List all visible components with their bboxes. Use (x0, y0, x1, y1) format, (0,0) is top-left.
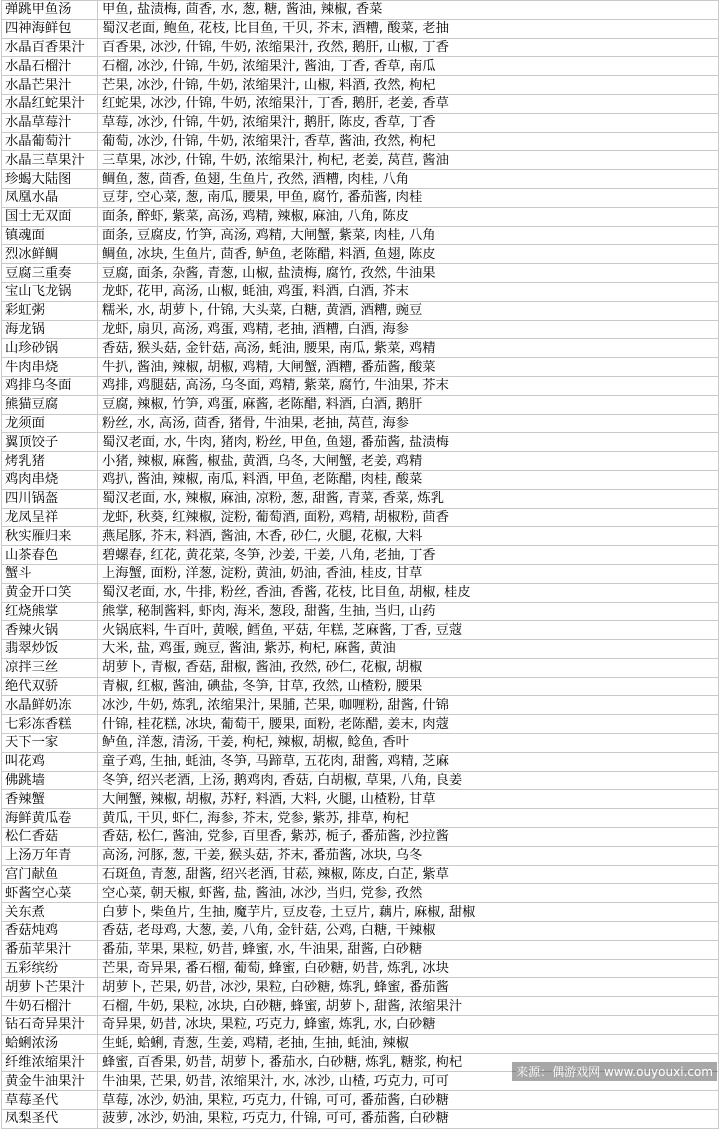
recipe-ingredients-cell: 鸡扒, 酱油, 辣椒, 南瓜, 料酒, 甲鱼, 老陈醋, 肉桂, 酸菜 (98, 470, 719, 489)
recipe-ingredients-cell: 碧螺春, 红花, 黄花菜, 冬笋, 沙姜, 干姜, 八角, 老抽, 丁香 (98, 546, 719, 565)
recipe-ingredients-cell: 粉丝, 水, 高汤, 茴香, 猪骨, 牛油果, 老抽, 莴苣, 海参 (98, 414, 719, 433)
recipe-name-cell: 水晶草莓汁 (2, 113, 98, 132)
recipe-ingredients-cell: 香菇, 猴头菇, 金针菇, 高汤, 蚝油, 腰果, 南瓜, 紫菜, 鸡精 (98, 339, 719, 358)
recipe-ingredients-cell: 甲鱼, 盐渍梅, 茴香, 水, 葱, 糖, 酱油, 辣椒, 香菜 (98, 1, 719, 20)
recipe-row (2, 771, 719, 790)
recipe-row (2, 226, 719, 245)
recipe-row (2, 452, 719, 471)
recipe-name-cell: 翼顶饺子 (2, 433, 98, 452)
recipe-name-cell: 七彩冻香糕 (2, 715, 98, 734)
recipe-row (2, 1, 719, 20)
watermark: 来源：偶游戏网 www.ouyouxi.com (512, 1062, 717, 1081)
recipe-ingredients-cell: 鲈鱼, 洋葱, 清汤, 干姜, 枸杞, 辣椒, 胡椒, 鲶鱼, 香叶 (98, 734, 719, 753)
recipe-name-cell: 天下一家 (2, 734, 98, 753)
recipe-row (2, 1091, 719, 1110)
recipe-name-cell: 香菇炖鸡 (2, 922, 98, 941)
recipe-ingredients-cell: 龙虾, 花甲, 高汤, 山椒, 蚝油, 鸡蛋, 料酒, 白酒, 芥末 (98, 282, 719, 301)
recipe-ingredients-cell: 白萝卜, 柴鱼片, 生抽, 魔芋片, 豆皮卷, 土豆片, 藕片, 麻椒, 甜椒 (98, 903, 719, 922)
recipe-ingredients-cell: 胡萝卜, 芒果, 奶昔, 冰沙, 果粒, 白砂糖, 炼乳, 蜂蜜, 番茄酱 (98, 978, 719, 997)
recipe-name-cell: 龙凤呈祥 (2, 508, 98, 527)
recipe-name-cell: 钻石奇异果汁 (2, 1016, 98, 1035)
recipe-ingredients-cell: 蜀汉老面, 水, 辣椒, 麻油, 凉粉, 葱, 甜酱, 青菜, 香菜, 炼乳 (98, 489, 719, 508)
recipe-row (2, 527, 719, 546)
recipe-row (2, 57, 719, 76)
recipe-row (2, 828, 719, 847)
recipe-row (2, 132, 719, 151)
recipe-name-cell: 彩虹粥 (2, 301, 98, 320)
recipe-name-cell: 山茶春色 (2, 546, 98, 565)
recipe-table (1, 0, 719, 1129)
recipe-row (2, 658, 719, 677)
recipe-name-cell: 海鲜黄瓜卷 (2, 809, 98, 828)
recipe-ingredients-cell: 小猪, 辣椒, 麻酱, 椒盐, 黄酒, 乌冬, 大闸蟹, 老姜, 鸡精 (98, 452, 719, 471)
recipe-ingredients-cell: 面条, 醉虾, 紫菜, 高汤, 鸡精, 辣椒, 麻油, 八角, 陈皮 (98, 207, 719, 226)
recipe-name-cell: 叫花鸡 (2, 752, 98, 771)
recipe-ingredients-cell: 蜀汉老面, 水, 牛肉, 猪肉, 粉丝, 甲鱼, 鱼翅, 番茄酱, 盐渍梅 (98, 433, 719, 452)
recipe-row (2, 865, 719, 884)
recipe-name-cell: 镇魂面 (2, 226, 98, 245)
recipe-row (2, 376, 719, 395)
recipe-row (2, 621, 719, 640)
recipe-name-cell: 番茄苹果汁 (2, 940, 98, 959)
recipe-row (2, 1034, 719, 1053)
recipe-ingredients-cell: 香菇, 老母鸡, 大葱, 姜, 八角, 金针菇, 公鸡, 白糖, 干辣椒 (98, 922, 719, 941)
recipe-name-cell: 国士无双面 (2, 207, 98, 226)
recipe-name-cell: 水晶鲜奶冻 (2, 696, 98, 715)
recipe-ingredients-cell: 葡萄, 冰沙, 什锦, 牛奶, 浓缩果汁, 香草, 酱油, 孜然, 枸杞 (98, 132, 719, 151)
recipe-name-cell: 水晶葡萄汁 (2, 132, 98, 151)
recipe-row (2, 809, 719, 828)
recipe-ingredients-cell: 糯米, 水, 胡萝卜, 什锦, 大头菜, 白糖, 黄酒, 酒糟, 豌豆 (98, 301, 719, 320)
recipe-name-cell: 山珍砂锅 (2, 339, 98, 358)
recipe-name-cell: 凤梨圣代 (2, 1110, 98, 1129)
recipe-name-cell: 鸡肉串烧 (2, 470, 98, 489)
recipe-row (2, 433, 719, 452)
recipe-ingredients-cell: 冬笋, 绍兴老酒, 上汤, 鹅鸡肉, 香菇, 白胡椒, 草果, 八角, 良姜 (98, 771, 719, 790)
recipe-row (2, 38, 719, 57)
recipe-name-cell: 香辣蟹 (2, 790, 98, 809)
recipe-ingredients-cell: 胡萝卜, 青椒, 香菇, 甜椒, 酱油, 孜然, 砂仁, 花椒, 胡椒 (98, 658, 719, 677)
recipe-row (2, 602, 719, 621)
recipe-ingredients-cell: 大米, 盐, 鸡蛋, 豌豆, 酱油, 紫苏, 枸杞, 麻酱, 黄油 (98, 640, 719, 659)
recipe-row (2, 546, 719, 565)
recipe-ingredients-cell: 鲷鱼, 冰块, 生鱼片, 茴香, 鲈鱼, 老陈醋, 料酒, 鱼翅, 陈皮 (98, 245, 719, 264)
recipe-name-cell: 胡萝卜芒果汁 (2, 978, 98, 997)
recipe-name-cell: 五彩缤纷 (2, 959, 98, 978)
recipe-name-cell: 凉拌三丝 (2, 658, 98, 677)
recipe-row (2, 264, 719, 283)
recipe-ingredients-cell: 龙虾, 扇贝, 高汤, 鸡蛋, 鸡精, 老抽, 酒糟, 白酒, 海参 (98, 320, 719, 339)
recipe-row (2, 170, 719, 189)
recipe-name-cell: 水晶芒果汁 (2, 76, 98, 95)
recipe-row (2, 282, 719, 301)
recipe-name-cell: 秋实雁归来 (2, 527, 98, 546)
recipe-ingredients-cell: 草莓, 冰沙, 奶油, 果粒, 巧克力, 什锦, 可可, 番茄酱, 白砂糖 (98, 1091, 719, 1110)
recipe-ingredients-cell: 蜀汉老面, 鲍鱼, 花枝, 比目鱼, 干贝, 芥末, 酒糟, 酸菜, 老抽 (98, 19, 719, 38)
recipe-ingredients-cell: 红蛇果, 冰沙, 什锦, 牛奶, 浓缩果汁, 丁香, 鹅肝, 老姜, 香草 (98, 94, 719, 113)
recipe-ingredients-cell: 草莓, 冰沙, 什锦, 牛奶, 浓缩果汁, 鹅肝, 陈皮, 香草, 丁香 (98, 113, 719, 132)
recipe-row (2, 470, 719, 489)
recipe-ingredients-cell: 面条, 豆腐皮, 竹笋, 高汤, 鸡精, 大闸蟹, 紫菜, 肉桂, 八角 (98, 226, 719, 245)
recipe-row (2, 640, 719, 659)
recipe-row (2, 188, 719, 207)
recipe-row (2, 997, 719, 1016)
recipe-name-cell: 牛肉串烧 (2, 358, 98, 377)
recipe-row (2, 207, 719, 226)
recipe-name-cell: 翡翠炒饭 (2, 640, 98, 659)
recipe-ingredients-cell: 百香果, 冰沙, 什锦, 牛奶, 浓缩果汁, 孜然, 鹅肝, 山椒, 丁香 (98, 38, 719, 57)
recipe-name-cell: 纤维浓缩果汁 (2, 1053, 98, 1072)
recipe-name-cell: 松仁香菇 (2, 828, 98, 847)
recipe-name-cell: 虾酱空心菜 (2, 884, 98, 903)
recipe-name-cell: 黄金牛油果汁 (2, 1072, 98, 1091)
recipe-name-cell: 四川锅盔 (2, 489, 98, 508)
recipe-ingredients-cell: 奇异果, 奶昔, 冰块, 果粒, 巧克力, 蜂蜜, 炼乳, 水, 白砂糖 (98, 1016, 719, 1035)
recipe-name-cell: 水晶百香果汁 (2, 38, 98, 57)
recipe-name-cell: 上汤万年青 (2, 846, 98, 865)
recipe-row (2, 959, 719, 978)
recipe-ingredients-cell: 龙虾, 秋葵, 红辣椒, 淀粉, 葡萄酒, 面粉, 鸡精, 胡椒粉, 茴香 (98, 508, 719, 527)
recipe-name-cell: 弹跳甲鱼汤 (2, 1, 98, 20)
recipe-name-cell: 绝代双骄 (2, 677, 98, 696)
recipe-row (2, 339, 719, 358)
recipe-ingredients-cell: 空心菜, 朝天椒, 虾酱, 盐, 酱油, 冰沙, 当归, 党参, 孜然 (98, 884, 719, 903)
recipe-ingredients-cell: 三草果, 冰沙, 什锦, 牛奶, 浓缩果汁, 枸杞, 老姜, 莴苣, 酱油 (98, 151, 719, 170)
recipe-row (2, 696, 719, 715)
recipe-row (2, 734, 719, 753)
recipe-name-cell: 烈冰鲜鲷 (2, 245, 98, 264)
recipe-ingredients-cell: 豆腐, 面条, 杂酱, 青葱, 山椒, 盐渍梅, 腐竹, 孜然, 牛油果 (98, 264, 719, 283)
recipe-row (2, 358, 719, 377)
recipe-ingredients-cell: 芒果, 奇异果, 番石榴, 葡萄, 蜂蜜, 白砂糖, 奶昔, 炼乳, 冰块 (98, 959, 719, 978)
recipe-ingredients-cell: 番茄, 苹果, 果粒, 奶昔, 蜂蜜, 水, 牛油果, 甜酱, 白砂糖 (98, 940, 719, 959)
recipe-ingredients-cell: 青椒, 红椒, 酱油, 碘盐, 冬笋, 甘草, 孜然, 山楂粉, 腰果 (98, 677, 719, 696)
recipe-ingredients-cell: 牛扒, 酱油, 辣椒, 胡椒, 鸡精, 大闸蟹, 酒糟, 番茄酱, 酸菜 (98, 358, 719, 377)
recipe-name-cell: 香辣火锅 (2, 621, 98, 640)
recipe-row (2, 752, 719, 771)
recipe-ingredients-cell: 蜀汉老面, 水, 牛排, 粉丝, 香油, 香酱, 花枝, 比目鱼, 胡椒, 桂皮 (98, 583, 719, 602)
recipe-name-cell: 佛跳墙 (2, 771, 98, 790)
recipe-ingredients-cell: 黄瓜, 干贝, 虾仁, 海参, 芥末, 党参, 紫苏, 排草, 枸杞 (98, 809, 719, 828)
recipe-row (2, 489, 719, 508)
recipe-row (2, 301, 719, 320)
recipe-ingredients-cell: 石榴, 冰沙, 什锦, 牛奶, 浓缩果汁, 酱油, 丁香, 香草, 南瓜 (98, 57, 719, 76)
recipe-row (2, 978, 719, 997)
recipe-ingredients-cell: 鲷鱼, 葱, 茴香, 鱼翅, 生鱼片, 孜然, 酒糟, 肉桂, 八角 (98, 170, 719, 189)
recipe-row (2, 715, 719, 734)
recipe-ingredients-cell: 芒果, 冰沙, 什锦, 牛奶, 浓缩果汁, 山椒, 料酒, 孜然, 枸杞 (98, 76, 719, 95)
recipe-name-cell: 关东煮 (2, 903, 98, 922)
recipe-row (2, 19, 719, 38)
recipe-row (2, 508, 719, 527)
recipe-name-cell: 豆腐三重奏 (2, 264, 98, 283)
recipe-ingredients-cell: 生蚝, 蛤蜊, 青葱, 生姜, 鸡精, 老抽, 生抽, 蚝油, 辣椒 (98, 1034, 719, 1053)
recipe-name-cell: 鸡排乌冬面 (2, 376, 98, 395)
recipe-name-cell: 龙须面 (2, 414, 98, 433)
recipe-name-cell: 蟹斗 (2, 564, 98, 583)
recipe-ingredients-cell: 菠萝, 冰沙, 奶油, 果粒, 巧克力, 什锦, 可可, 番茄酱, 白砂糖 (98, 1110, 719, 1129)
recipe-ingredients-cell: 豆腐, 辣椒, 竹笋, 鸡蛋, 麻酱, 老陈醋, 料酒, 白酒, 鹅肝 (98, 395, 719, 414)
recipe-row (2, 94, 719, 113)
recipe-ingredients-cell: 什锦, 桂花糕, 冰块, 葡萄干, 腰果, 面粉, 老陈醋, 姜末, 肉蔻 (98, 715, 719, 734)
recipe-ingredients-cell: 童子鸡, 生抽, 蚝油, 冬笋, 马蹄草, 五花肉, 甜酱, 鸡精, 芝麻 (98, 752, 719, 771)
recipe-row (2, 1016, 719, 1035)
recipe-ingredients-cell: 石斑鱼, 青葱, 甜酱, 绍兴老酒, 甘菘, 辣椒, 陈皮, 白芷, 紫草 (98, 865, 719, 884)
recipe-name-cell: 蛤蜊浓汤 (2, 1034, 98, 1053)
recipe-name-cell: 牛奶石榴汁 (2, 997, 98, 1016)
recipe-ingredients-cell: 高汤, 河豚, 葱, 干姜, 猴头菇, 芥末, 番茄酱, 冰块, 乌冬 (98, 846, 719, 865)
recipe-name-cell: 红烧熊掌 (2, 602, 98, 621)
recipe-table-body (2, 1, 719, 1129)
recipe-ingredients-cell: 石榴, 牛奶, 果粒, 冰块, 白砂糖, 蜂蜜, 胡萝卜, 甜酱, 浓缩果汁 (98, 997, 719, 1016)
recipe-row (2, 564, 719, 583)
recipe-name-cell: 熊猫豆腐 (2, 395, 98, 414)
recipe-row (2, 395, 719, 414)
recipe-ingredients-cell: 冰沙, 牛奶, 炼乳, 浓缩果汁, 果脯, 芒果, 咖喱粉, 甜酱, 什锦 (98, 696, 719, 715)
recipe-name-cell: 宝山飞龙锅 (2, 282, 98, 301)
recipe-ingredients-cell: 鸡排, 鸡腿菇, 高汤, 乌冬面, 鸡精, 紫菜, 腐竹, 牛油果, 芥末 (98, 376, 719, 395)
recipe-ingredients-cell: 豆芽, 空心菜, 葱, 南瓜, 腰果, 甲鱼, 腐竹, 番茄酱, 肉桂 (98, 188, 719, 207)
recipe-row (2, 113, 719, 132)
recipe-ingredients-cell: 上海蟹, 面粉, 洋葱, 淀粉, 黄油, 奶油, 香油, 桂皮, 甘草 (98, 564, 719, 583)
recipe-row (2, 1110, 719, 1129)
recipe-name-cell: 四神海鲜包 (2, 19, 98, 38)
recipe-ingredients-cell: 牛油果, 芒果, 奶昔, 浓缩果汁, 水, 冰沙, 山楂, 巧克力, 可可 (98, 1072, 719, 1091)
recipe-ingredients-cell: 香菇, 松仁, 酱油, 党参, 百里香, 紫苏, 栀子, 番茄酱, 沙拉酱 (98, 828, 719, 847)
recipe-name-cell: 烤乳猪 (2, 452, 98, 471)
recipe-name-cell: 黄金开口笑 (2, 583, 98, 602)
recipe-row (2, 790, 719, 809)
recipe-row (2, 677, 719, 696)
recipe-name-cell: 凤凰水晶 (2, 188, 98, 207)
recipe-row (2, 940, 719, 959)
recipe-row (2, 245, 719, 264)
recipe-ingredients-cell: 火锅底料, 牛百叶, 黄喉, 鳕鱼, 平菇, 年糕, 芝麻酱, 丁香, 豆蔻 (98, 621, 719, 640)
recipe-name-cell: 水晶石榴汁 (2, 57, 98, 76)
recipe-row (2, 414, 719, 433)
recipe-ingredients-cell: 大闸蟹, 辣椒, 胡椒, 苏籽, 料酒, 大料, 火腿, 山楂粉, 甘草 (98, 790, 719, 809)
recipe-row (2, 846, 719, 865)
recipe-ingredients-cell: 蜂蜜, 百香果, 奶昔, 胡萝卜, 番茄水, 白砂糖, 炼乳, 糖浆, 枸杞 (98, 1053, 719, 1072)
recipe-row (2, 884, 719, 903)
recipe-row (2, 583, 719, 602)
recipe-row (2, 320, 719, 339)
recipe-row (2, 76, 719, 95)
recipe-name-cell: 水晶红蛇果汁 (2, 94, 98, 113)
recipe-name-cell: 海龙锅 (2, 320, 98, 339)
recipe-ingredients-cell: 熊掌, 秘制酱料, 虾肉, 海米, 葱段, 甜酱, 生抽, 当归, 山药 (98, 602, 719, 621)
recipe-row (2, 903, 719, 922)
recipe-ingredients-cell: 燕尾豚, 芥末, 料酒, 酱油, 木香, 砂仁, 火腿, 花椒, 大料 (98, 527, 719, 546)
recipe-row (2, 151, 719, 170)
recipe-name-cell: 草莓圣代 (2, 1091, 98, 1110)
recipe-name-cell: 水晶三草果汁 (2, 151, 98, 170)
recipe-name-cell: 珍蝎大陆图 (2, 170, 98, 189)
recipe-name-cell: 宫门献鱼 (2, 865, 98, 884)
recipe-row (2, 922, 719, 941)
